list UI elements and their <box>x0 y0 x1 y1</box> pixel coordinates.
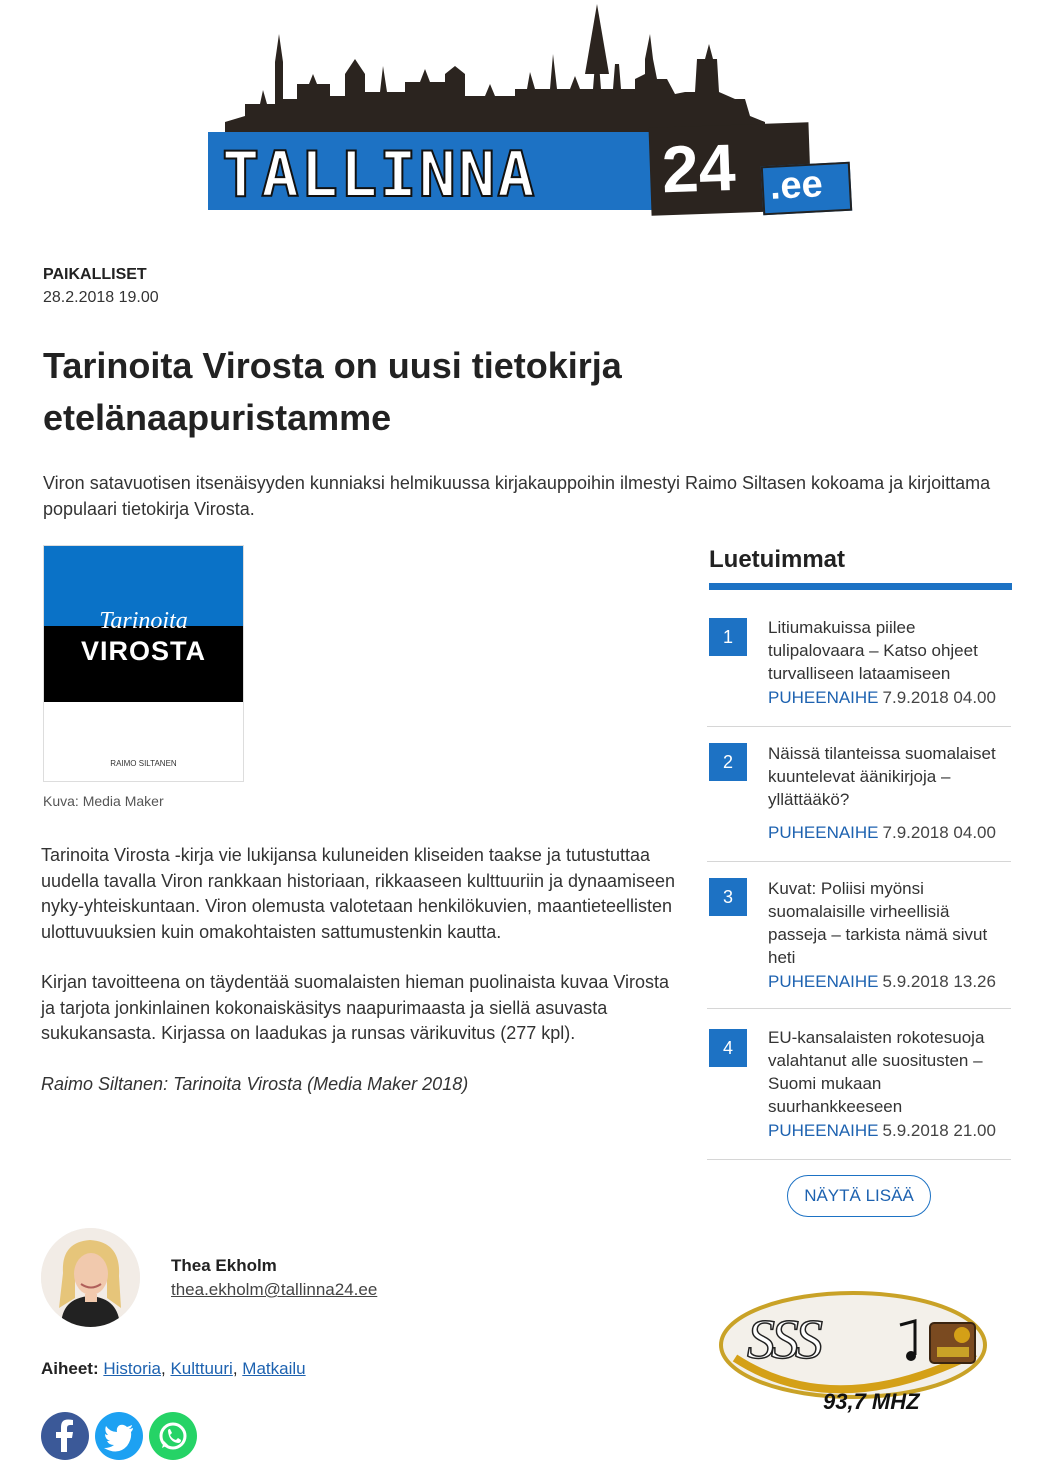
most-read-item[interactable] <box>707 600 1011 727</box>
share-buttons <box>41 1412 197 1460</box>
tag-separator: , <box>160 1359 166 1378</box>
logo-number: 24 <box>660 129 737 207</box>
item-title[interactable]: EU-kansalaisten rokotesuoja valahtanut alle suositusten – Suomi mukaan suurhankkeeseen <box>768 1028 985 1116</box>
article-category[interactable]: PAIKALLISET <box>43 266 147 283</box>
avatar <box>41 1228 140 1327</box>
cover-title-big: VIROSTA <box>80 636 206 666</box>
cover-author: RAIMO SILTANEN <box>110 759 177 768</box>
tags <box>41 1359 306 1379</box>
item-date: 7.9.2018 04.00 <box>882 688 996 707</box>
item-category[interactable]: PUHEENAIHE <box>768 1121 879 1140</box>
item-category[interactable]: PUHEENAIHE <box>768 823 879 842</box>
most-read-underline <box>709 583 1012 590</box>
image-caption: Kuva: Media Maker <box>43 793 164 809</box>
whatsapp-icon[interactable] <box>149 1412 197 1460</box>
rank-number: 1 <box>709 618 747 656</box>
most-read-item[interactable] <box>707 1009 1011 1160</box>
radio-ad[interactable] <box>715 1283 1000 1423</box>
rank-number: 4 <box>709 1029 747 1067</box>
article-date: 28.2.2018 19.00 <box>43 289 159 306</box>
tags-label: Aiheet: <box>41 1359 99 1378</box>
author-email-link[interactable]: thea.ekholm@tallinna24.ee <box>171 1280 378 1299</box>
item-date: 5.9.2018 21.00 <box>882 1121 996 1140</box>
most-read-item[interactable] <box>707 727 1011 862</box>
radio-frequency: 93,7 MHZ <box>823 1389 920 1414</box>
rank-number: 3 <box>709 878 747 916</box>
most-read-title: Luetuimmat <box>709 546 846 573</box>
tag-link[interactable]: Matkailu <box>242 1359 306 1378</box>
book-reference: Raimo Siltanen: Tarinoita Virosta (Media Maker 2018) <box>41 1073 469 1094</box>
cover-title-small: Tarinoita <box>99 608 188 634</box>
item-title[interactable]: Kuvat: Poliisi myönsi suomalaisille virheellisiä passeja – tarkista nämä sivut heti <box>768 879 988 967</box>
tag-link[interactable]: Kulttuuri <box>170 1359 233 1378</box>
rank-number: 2 <box>709 743 747 781</box>
most-read-item[interactable] <box>707 862 1011 1009</box>
tag-separator: , <box>232 1359 238 1378</box>
article-title: Tarinoita Virosta on uusi tietokirja etelänaapuristamme <box>43 345 622 438</box>
facebook-icon[interactable] <box>41 1412 89 1460</box>
item-date: 5.9.2018 13.26 <box>882 972 996 991</box>
item-date: 7.9.2018 04.00 <box>882 823 996 842</box>
twitter-icon[interactable] <box>95 1412 143 1460</box>
paragraph: Kirjan tavoitteena on täydentää suomalaisten hieman puolinaista kuvaa Virosta ja tarjota jonkinlainen kokonaiskäsitys naapurimaasta ja siellä asuvasta sukukansasta. Kirjassa on laadukas ja runsas värikuvitus (277 kpl). <box>41 972 670 1043</box>
item-category[interactable]: PUHEENAIHE <box>768 972 879 991</box>
item-meta <box>768 688 996 708</box>
article-body <box>41 843 681 1122</box>
logo-tld: .ee <box>768 163 824 208</box>
paragraph: Tarinoita Virosta -kirja vie lukijansa kuluneiden kliseiden taakse ja tutustuttaa uudella tavalla Viron rankkaan historiaan, rikkaaseen kulttuuriin ja dynaamiseen nyky-yhteiskuntaan. Viron olemusta valotetaan henkilökuvien, maantieteellisten ulottuvuuksien kuin omakohtaisten sattumustenkin kautta. <box>41 845 676 942</box>
article-lead: Viron satavuotisen itsenäisyyden kunniaksi helmikuussa kirjakauppoihin ilmestyi Raimo Siltasen kokoama ja kirjoittama populaari tietokirja Virosta. <box>43 473 991 519</box>
tag-link[interactable]: Historia <box>103 1359 161 1378</box>
item-title[interactable]: Litiumakuissa piilee tulipalovaara – Katso ohjeet turvalliseen lataamiseen <box>768 618 978 683</box>
logo-name: TALLINNA <box>222 138 537 211</box>
radio-letters: SSS <box>747 1309 819 1371</box>
item-category[interactable]: PUHEENAIHE <box>768 688 879 707</box>
author-name: Thea Ekholm <box>171 1256 277 1275</box>
site-logo[interactable] <box>205 4 855 216</box>
show-more-button[interactable]: NÄYTÄ LISÄÄ <box>787 1175 931 1217</box>
item-title[interactable]: Näissä tilanteissa suomalaiset kuuntelevat äänikirjoja – yllättääkö? <box>768 744 996 809</box>
item-meta <box>768 1121 996 1141</box>
book-cover-image[interactable] <box>43 545 244 782</box>
item-meta <box>768 823 996 843</box>
item-meta <box>768 972 996 992</box>
